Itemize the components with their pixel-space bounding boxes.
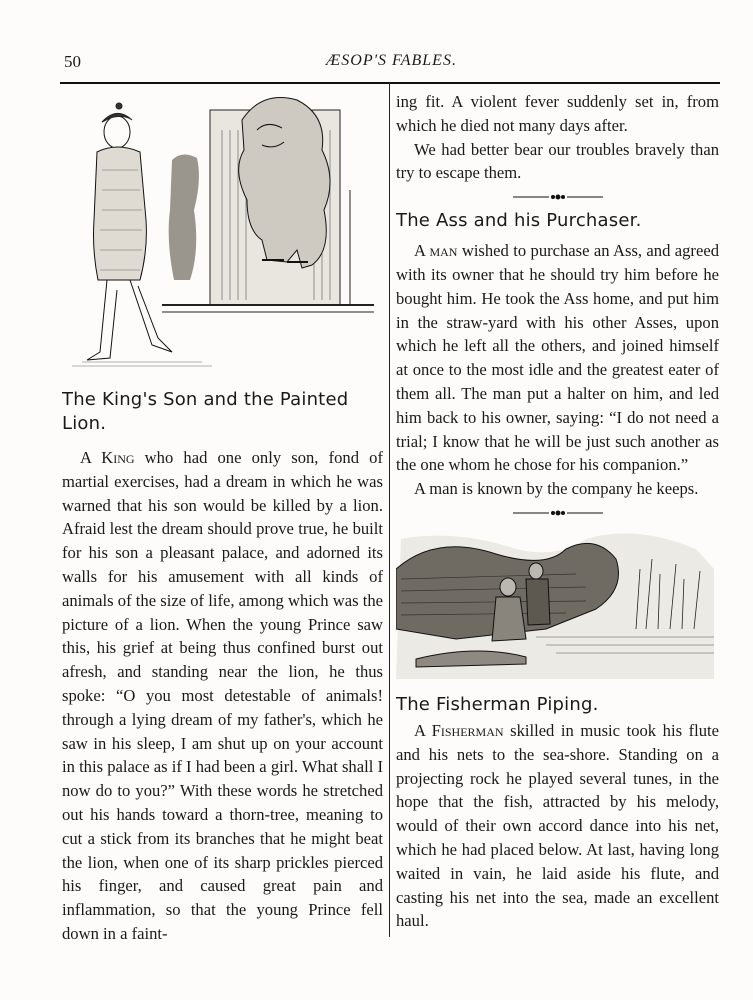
fable-1-body-lead: A King bbox=[80, 448, 135, 467]
fable-3-title: The Fisherman Piping. bbox=[396, 693, 599, 715]
fable-1-moral: We had better bear our troubles bravely than try to escape them. bbox=[396, 139, 719, 183]
page-number: 50 bbox=[64, 52, 81, 71]
fable-1-body-text: who had one only son, fond of martial exercises, had a dream in which he was warned that his son would be killed by a lion. Afraid lest the dream should prove true, he built for his son a pleasant palace, and adorned its walls for his amusement with all kinds of animals of the size of life, among which was the picture of a lion. When the young Prince saw this, his grief at being thus confined burst out afresh, and standing near the lion, he thus spoke: “O you most detestable of animals! through a lying dream of my father's, which he saw in his sleep, I am shut up on your account in this palace as if I had been a girl. What shall I now do to you?” With these words he stretched out his hands toward a thorn-tree, meaning to cut a stick from its branches that he might beat the lion, when one of its sharp prickles pierced his finger, and caused great pain and inflammation, so that the young Prince fell down in a faint- bbox=[62, 448, 383, 943]
fable-2-title: The Ass and his Purchaser. bbox=[396, 210, 642, 232]
header-rule bbox=[60, 82, 720, 84]
fable-2-body-text: wished to purchase an Ass, and agreed with its owner that he should try him before he bought him. He took the Ass home, and put him in the straw-yard with his other Asses, upon which he left all the others, and joined himself at once to the most idle and the greatest eater of them all. The man put a halter on him, and led him back to his owner, saying: “I do not need a trial; I know that he will be just such another as the one whom he chose for his companion.” bbox=[396, 241, 719, 475]
king-son-lion-illustration bbox=[62, 90, 383, 370]
fable-1-body bbox=[62, 446, 383, 946]
fable-3-body-text: skilled in music took his flute and his nets to the sea-shore. Standing on a projecting rock he played several tunes, in the hope that the fish, attracted by his melody, would of their own accord dance into his net, which he had placed below. At last, having long waited in vain, he laid aside his flute, and casting his net into the sea, made an excellent haul. bbox=[396, 720, 719, 931]
column-divider bbox=[389, 82, 390, 937]
page-header bbox=[64, 52, 719, 72]
fable-1-title-line-1: The King's Son and the Painted bbox=[62, 389, 349, 410]
fable-3-body-lead: A Fisherman bbox=[414, 720, 504, 740]
section-ornament-2 bbox=[513, 507, 603, 519]
fable-3-body bbox=[396, 719, 719, 933]
fisherman-illustration bbox=[396, 529, 719, 679]
fable-2-moral: A man is known by the company he keeps. bbox=[414, 479, 699, 499]
right-column bbox=[396, 90, 719, 933]
fable-1-title bbox=[62, 388, 383, 436]
fable-2-body bbox=[396, 239, 719, 477]
fable-2-body-lead: A man bbox=[414, 241, 458, 261]
fable-1-title-line-2: Lion. bbox=[62, 413, 107, 434]
fable-1-continuation: ing fit. A violent fever suddenly set in, from which he died not many days after. bbox=[396, 92, 719, 135]
section-ornament-1 bbox=[513, 191, 603, 203]
left-column bbox=[62, 90, 383, 946]
running-title: ÆSOP'S FABLES. bbox=[326, 52, 457, 69]
